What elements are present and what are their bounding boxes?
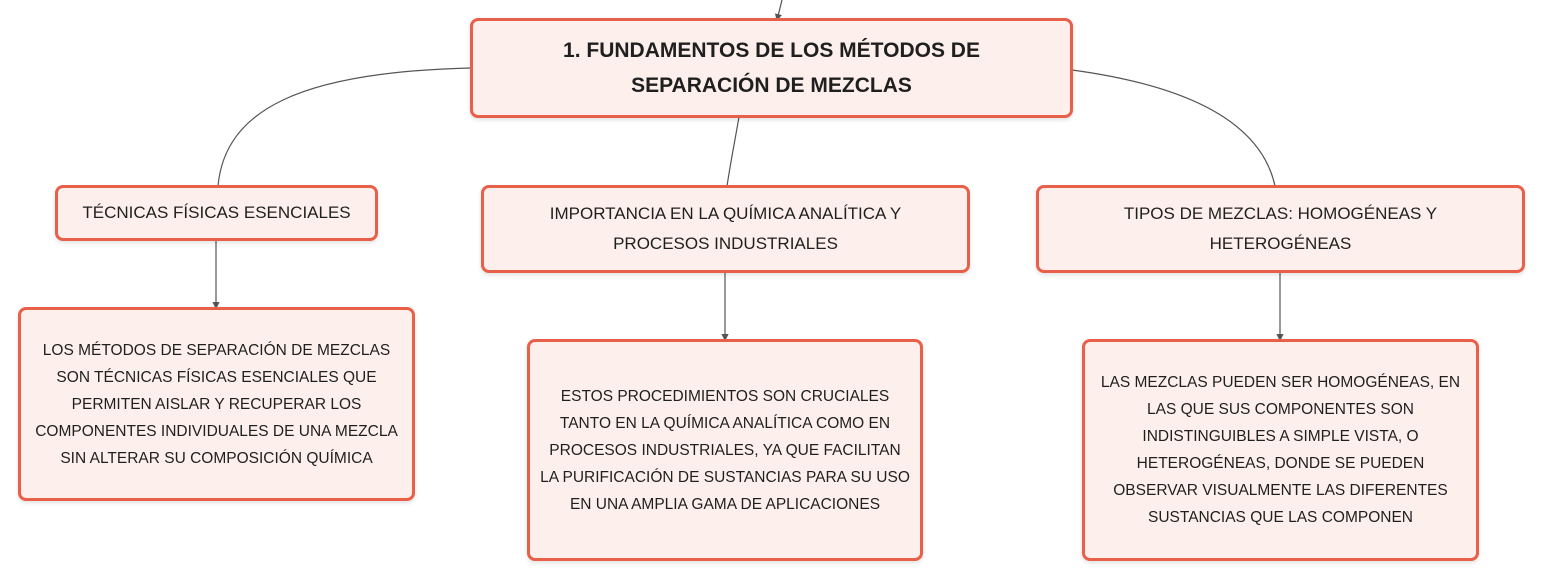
- subtopic-node-tipos[interactable]: [1036, 185, 1525, 273]
- subtopic-label-importancia: IMPORTANCIA EN LA QUÍMICA ANALÍTICA Y PROCESOS INDUSTRIALES: [549, 204, 902, 253]
- connector-root-to-topic-1: [218, 68, 471, 186]
- detail-node-importancia[interactable]: [527, 339, 923, 561]
- detail-node-tipos[interactable]: [1082, 339, 1479, 561]
- subtopic-node-tecnicas[interactable]: [55, 185, 378, 241]
- root-topic-node[interactable]: [470, 18, 1073, 118]
- detail-text-importancia: ESTOS PROCEDIMIENTOS SON CRUCIALES TANTO EN LA QUÍMICA ANALÍTICA COMO EN PROCESOS INDUSTRIALES, YA QUE FACILITAN LA PURIFICACIÓN DE SUSTANCIAS PARA SU USO EN UNA AMPLIA GAMA DE APLICACIONES: [540, 387, 910, 513]
- subtopic-node-importancia[interactable]: [481, 185, 970, 273]
- connector-root-to-topic-2: [727, 117, 739, 186]
- detail-text-tipos: LAS MEZCLAS PUEDEN SER HOMOGÉNEAS, EN LAS QUE SUS COMPONENTES SON INDISTINGUIBLES A SIMPLE VISTA, O HETEROGÉNEAS, DONDE SE PUEDEN OBSERVAR VISUALMENTE LAS DIFERENTES SUSTANCIAS QUE LAS COMPONEN: [1100, 374, 1461, 526]
- detail-text-tecnicas: LOS MÉTODOS DE SEPARACIÓN DE MEZCLAS SON TÉCNICAS FÍSICAS ESENCIALES QUE PERMITEN AISLAR Y RECUPERAR LOS COMPONENTES INDIVIDUALES DE UNA MEZCLA SIN ALTERAR SU COMPOSICIÓN QUÍMICA: [35, 341, 398, 467]
- detail-node-tecnicas[interactable]: [18, 307, 415, 501]
- subtopic-label-tecnicas: TÉCNICAS FÍSICAS ESENCIALES: [82, 203, 351, 222]
- connector-root-to-topic-3: [1072, 70, 1275, 186]
- subtopic-label-tipos: TIPOS DE MEZCLAS: HOMOGÉNEAS Y HETEROGÉNEAS: [1123, 204, 1438, 253]
- root-topic-label: 1. FUNDAMENTOS DE LOS MÉTODOS DE SEPARACIÓN DE MEZCLAS: [563, 39, 980, 97]
- connector-incoming: [777, 0, 782, 20]
